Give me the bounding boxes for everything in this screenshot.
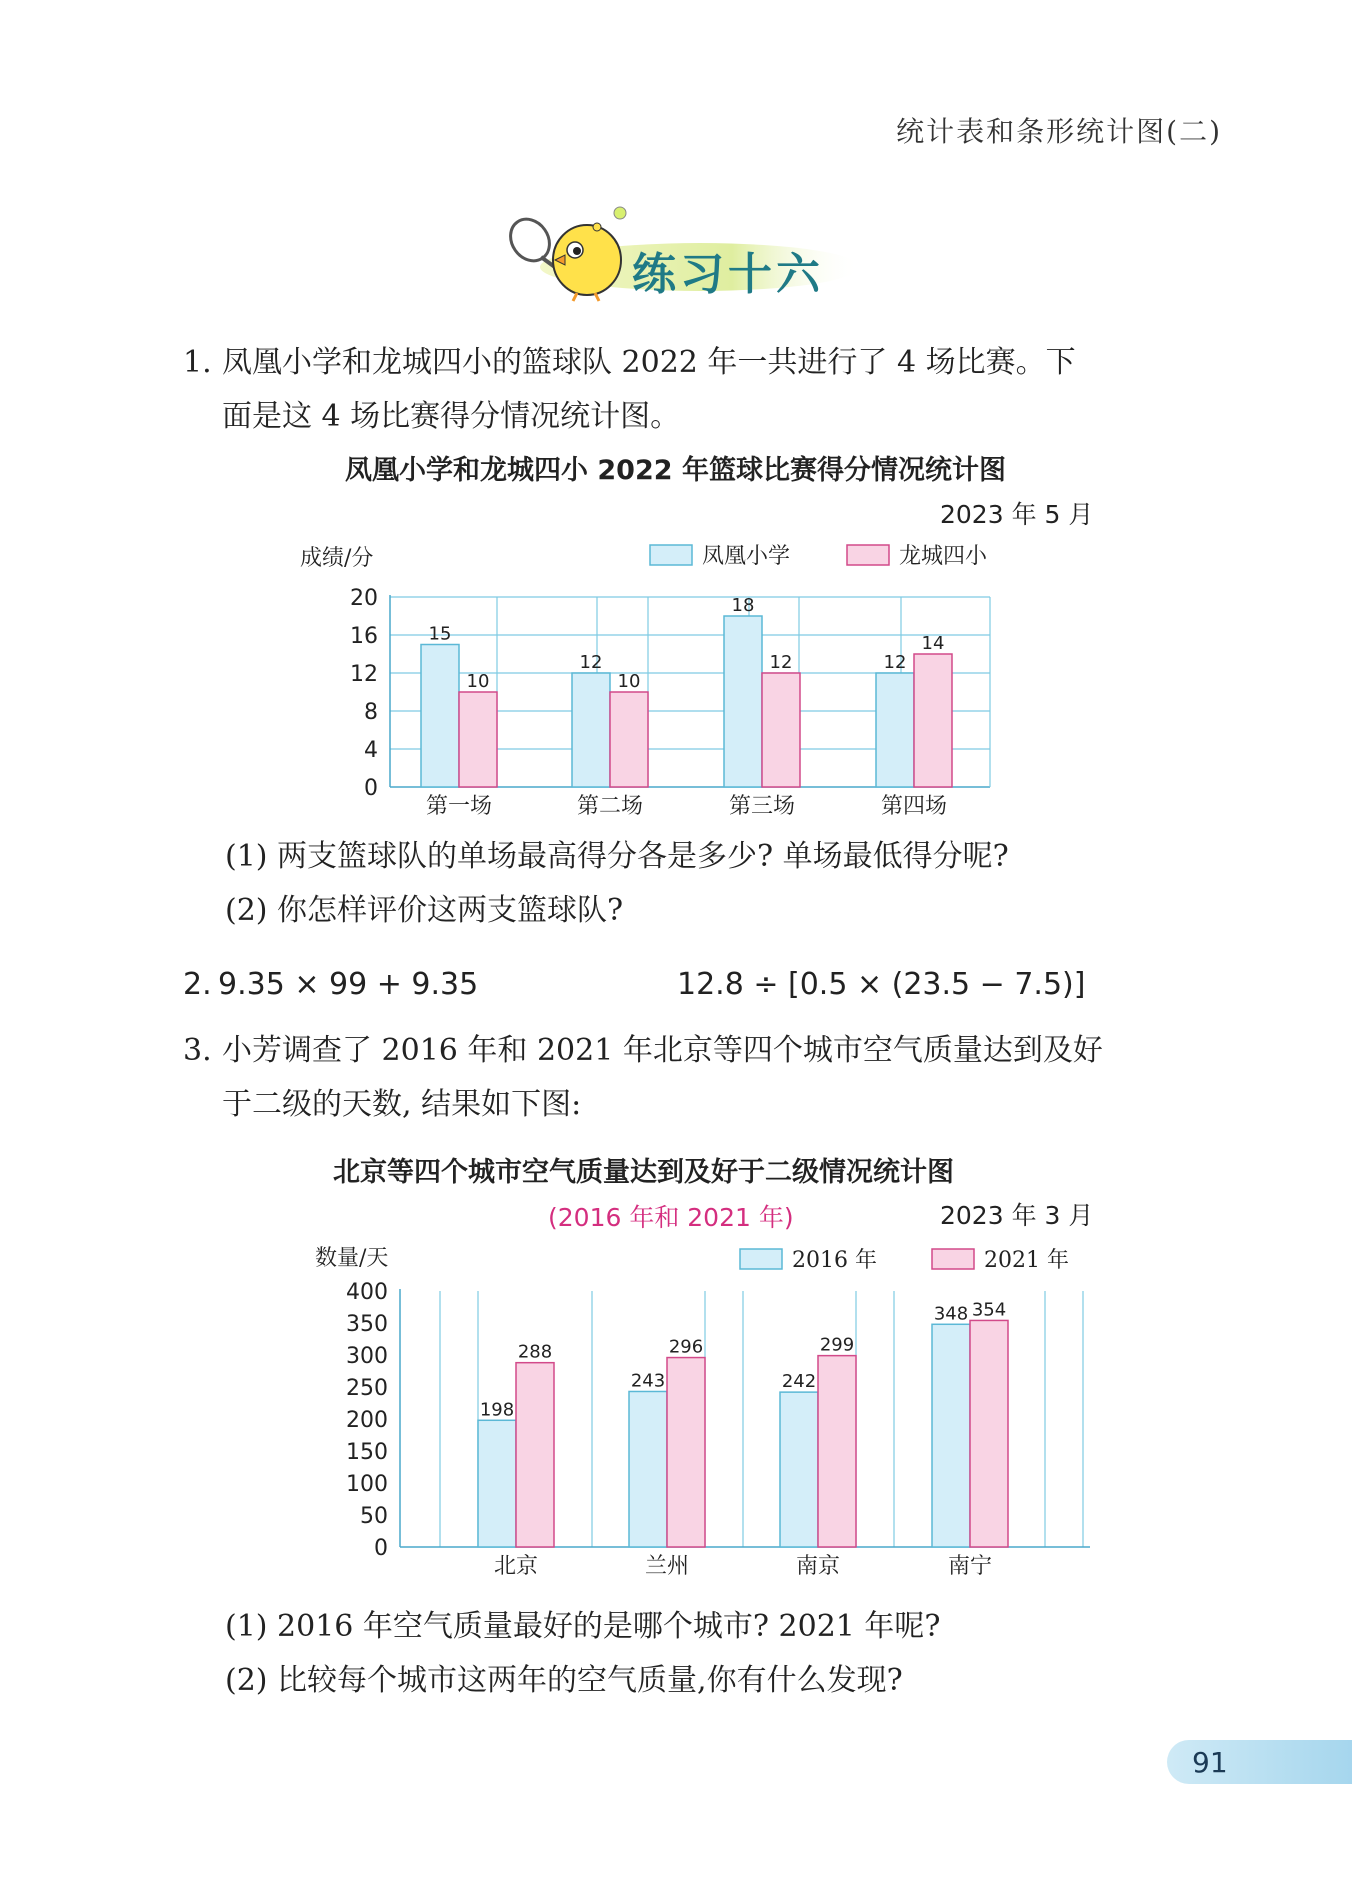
bar-series2 bbox=[516, 1363, 554, 1547]
bar-series1 bbox=[572, 673, 610, 787]
legend-swatch-series1 bbox=[650, 545, 692, 565]
category-label: 第二场 bbox=[576, 794, 644, 819]
legend-swatch-series2 bbox=[847, 545, 889, 565]
q1-number: 1. bbox=[183, 345, 212, 380]
exercise-title: 练习十六 bbox=[632, 249, 824, 300]
data-label: 354 bbox=[971, 1299, 1007, 1321]
bar-series1 bbox=[478, 1420, 516, 1547]
category-label: 南宁 bbox=[947, 1554, 993, 1575]
y-tick-label: 50 bbox=[360, 1504, 388, 1529]
legend-swatch-series1 bbox=[740, 1249, 782, 1269]
q3-text-line2: 于二级的天数, 结果如下图: bbox=[222, 1087, 582, 1122]
bar-series1 bbox=[724, 616, 762, 787]
q2-number: 2. bbox=[183, 967, 212, 1002]
y-tick-label: 8 bbox=[364, 700, 378, 725]
data-label: 242 bbox=[781, 1371, 817, 1393]
page-header-title: 统计表和条形统计图(二) bbox=[896, 115, 1222, 148]
data-label: 18 bbox=[731, 595, 755, 616]
category-label: 北京 bbox=[493, 1554, 539, 1575]
data-label: 296 bbox=[668, 1336, 704, 1358]
q2-expression-2: 12.8 ÷ [0.5 × (23.5 − 7.5)] bbox=[677, 967, 1086, 1002]
legend-label: 龙城四小 bbox=[899, 544, 988, 569]
data-label: 10 bbox=[466, 671, 490, 692]
category-label: 兰州 bbox=[644, 1554, 690, 1575]
chart1-ylabel: 成绩/分 bbox=[300, 546, 374, 571]
bar-series2 bbox=[914, 654, 952, 787]
chart2-bar-chart bbox=[300, 1235, 1110, 1575]
data-label: 288 bbox=[517, 1341, 553, 1363]
bar-series2 bbox=[667, 1358, 705, 1547]
category-label: 第三场 bbox=[728, 794, 796, 819]
category-label: 南京 bbox=[795, 1554, 841, 1575]
q1-sub2: (2) 你怎样评价这两支篮球队? bbox=[225, 893, 624, 928]
y-tick-label: 250 bbox=[346, 1376, 388, 1401]
data-label: 14 bbox=[921, 633, 945, 654]
q1-text-line2: 面是这 4 场比赛得分情况统计图。 bbox=[222, 399, 681, 434]
data-label: 198 bbox=[479, 1399, 515, 1421]
data-label: 10 bbox=[617, 671, 641, 692]
chick-mascot-icon bbox=[505, 205, 635, 305]
data-label: 12 bbox=[883, 652, 907, 673]
legend-label: 2021 年 bbox=[984, 1248, 1069, 1273]
q3-number: 3. bbox=[183, 1033, 212, 1068]
data-label: 12 bbox=[579, 652, 603, 673]
bar-series1 bbox=[629, 1391, 667, 1547]
data-label: 15 bbox=[428, 623, 452, 645]
y-tick-label: 350 bbox=[346, 1312, 388, 1337]
chart2-ylabel: 数量/天 bbox=[315, 1246, 389, 1271]
q3-sub2: (2) 比较每个城市这两年的空气质量,你有什么发现? bbox=[225, 1663, 903, 1698]
category-label: 第四场 bbox=[880, 794, 948, 819]
q1-sub1: (1) 两支篮球队的单场最高得分各是多少? 单场最低得分呢? bbox=[225, 839, 1009, 874]
y-tick-label: 400 bbox=[346, 1280, 388, 1305]
y-tick-label: 150 bbox=[346, 1440, 388, 1465]
legend-label: 2016 年 bbox=[792, 1248, 877, 1273]
y-tick-label: 200 bbox=[346, 1408, 388, 1433]
page-number: 91 bbox=[1192, 1746, 1228, 1779]
legend-swatch-series2 bbox=[932, 1249, 974, 1269]
y-tick-label: 16 bbox=[350, 624, 378, 649]
y-tick-label: 20 bbox=[350, 586, 378, 611]
bar-series1 bbox=[876, 673, 914, 787]
q1-text-line1: 凤凰小学和龙城四小的篮球队 2022 年一共进行了 4 场比赛。下 bbox=[222, 345, 1076, 380]
bar-series2 bbox=[762, 673, 800, 787]
category-label: 第一场 bbox=[425, 794, 493, 819]
bar-series2 bbox=[459, 692, 497, 787]
data-label: 299 bbox=[819, 1334, 855, 1356]
q3-sub1: (1) 2016 年空气质量最好的是哪个城市? 2021 年呢? bbox=[225, 1609, 941, 1644]
bar-series2 bbox=[970, 1320, 1008, 1547]
data-label: 243 bbox=[630, 1370, 666, 1392]
y-tick-label: 100 bbox=[346, 1472, 388, 1497]
y-tick-label: 4 bbox=[364, 738, 378, 763]
bar-series1 bbox=[421, 645, 459, 788]
data-label: 12 bbox=[769, 652, 793, 673]
y-tick-label: 0 bbox=[374, 1536, 388, 1561]
chart2-title: 北京等四个城市空气质量达到及好于二级情况统计图 bbox=[333, 1157, 954, 1188]
y-tick-label: 12 bbox=[350, 662, 378, 687]
q2-expression-1: 9.35 × 99 + 9.35 bbox=[218, 967, 479, 1002]
bar-series1 bbox=[932, 1324, 970, 1547]
data-label: 348 bbox=[933, 1303, 969, 1325]
bar-series1 bbox=[780, 1392, 818, 1547]
y-tick-label: 0 bbox=[364, 776, 378, 801]
q3-text-line1: 小芳调查了 2016 年和 2021 年北京等四个城市空气质量达到及好 bbox=[222, 1033, 1103, 1068]
bar-series2 bbox=[818, 1356, 856, 1547]
chart1-date: 2023 年 5 月 bbox=[940, 500, 1094, 529]
chart2-subtitle: (2016 年和 2021 年) bbox=[548, 1203, 794, 1232]
y-tick-label: 300 bbox=[346, 1344, 388, 1369]
chart1-bar-chart bbox=[290, 535, 1010, 825]
chart1-title: 凤凰小学和龙城四小 2022 年篮球比赛得分情况统计图 bbox=[345, 455, 1006, 486]
bar-series2 bbox=[610, 692, 648, 787]
chart2-date: 2023 年 3 月 bbox=[940, 1201, 1094, 1230]
legend-label: 凤凰小学 bbox=[702, 544, 791, 569]
